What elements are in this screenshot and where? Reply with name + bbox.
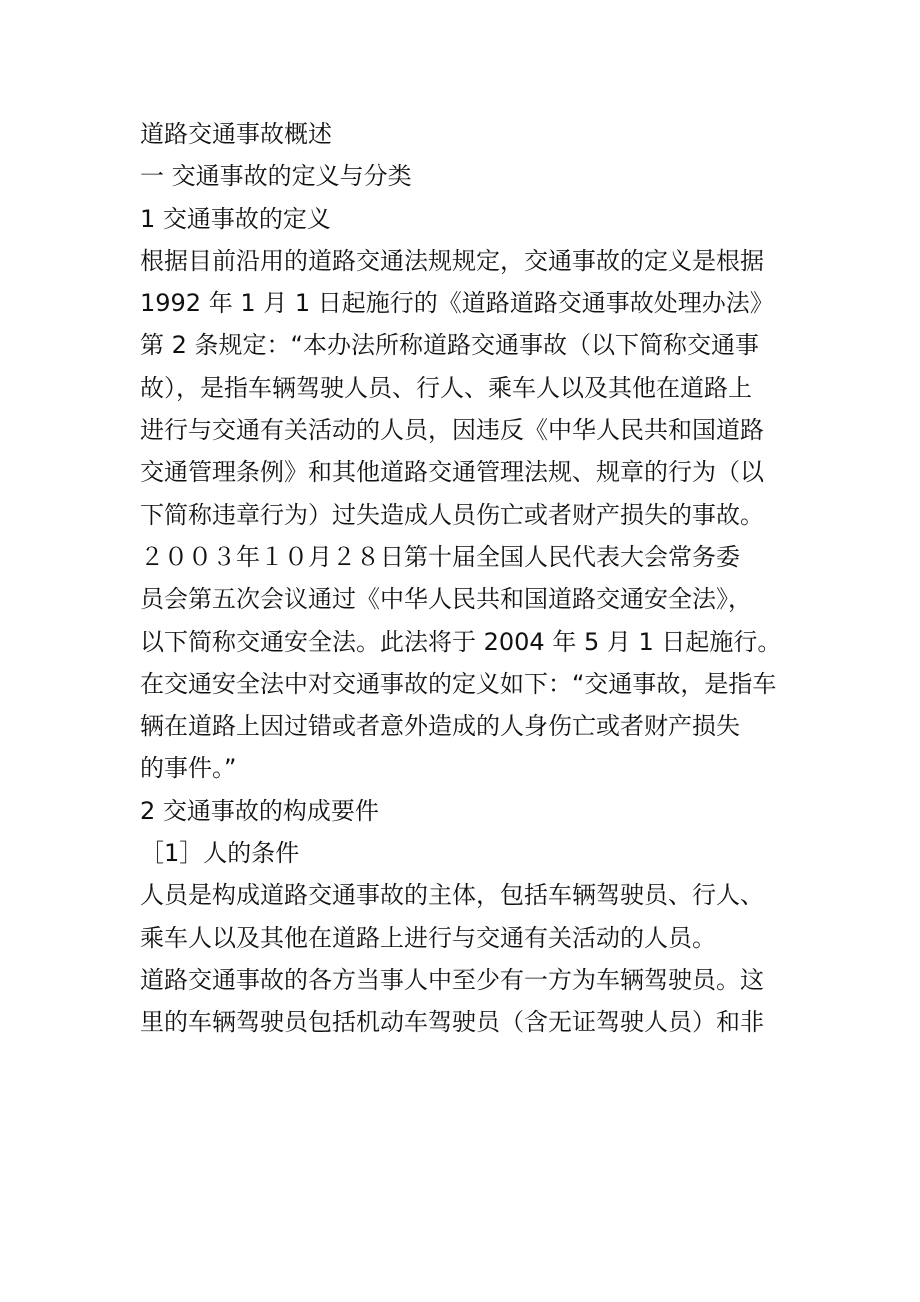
body-text-line: 道路交通事故的各方当事人中至少有一方为车辆驾驶员。这	[140, 965, 764, 994]
body-text-line: 的事件。”	[140, 754, 237, 783]
body-text-line: ２００３年１０月２８日第十届全国人民代表大会常务委	[140, 542, 740, 571]
body-text-line: 辆在道路上因过错或者意外造成的人身伤亡或者财产损失	[140, 712, 740, 741]
body-text-line: 在交通安全法中对交通事故的定义如下：“交通事故，是指车	[140, 669, 777, 698]
subsection-heading: 2 交通事故的构成要件	[140, 796, 379, 825]
body-text-line: 故），是指车辆驾驶人员、行人、乘车人以及其他在道路上	[140, 373, 752, 402]
body-text-line: 人员是构成道路交通事故的主体，包括车辆驾驶员、行人、	[140, 881, 764, 910]
body-text-line: 1992 年 1 月 1 日起施行的《道路道路交通事故处理办法》	[140, 289, 774, 318]
body-text-line: 下简称违章行为）过失造成人员伤亡或者财产损失的事故。	[140, 500, 764, 529]
subsection-heading: 1 交通事故的定义	[140, 204, 331, 233]
body-text-line: 第 2 条规定：“本办法所称道路交通事故（以下简称交通事	[140, 331, 759, 360]
body-text-line: 乘车人以及其他在道路上进行与交通有关活动的人员。	[140, 923, 716, 952]
body-text-line: 里的车辆驾驶员包括机动车驾驶员（含无证驾驶人员）和非	[140, 1008, 764, 1037]
body-text-line: 进行与交通有关活动的人员，因违反《中华人民共和国道路	[140, 416, 764, 445]
item-heading: ［1］人的条件	[140, 839, 300, 868]
body-text-line: 以下简称交通安全法。此法将于 2004 年 5 月 1 日起施行。	[140, 627, 782, 656]
document-title: 道路交通事故概述	[140, 120, 332, 148]
section-heading: 一 交通事故的定义与分类	[140, 162, 412, 191]
body-text-line: 员会第五次会议通过《中华人民共和国道路交通安全法》，	[140, 585, 752, 614]
body-text-line: 交通管理条例》和其他道路交通管理法规、规章的行为（以	[140, 458, 764, 487]
body-text-line: 根据目前沿用的道路交通法规规定，交通事故的定义是根据	[140, 246, 764, 275]
document-body	[140, 113, 820, 1044]
